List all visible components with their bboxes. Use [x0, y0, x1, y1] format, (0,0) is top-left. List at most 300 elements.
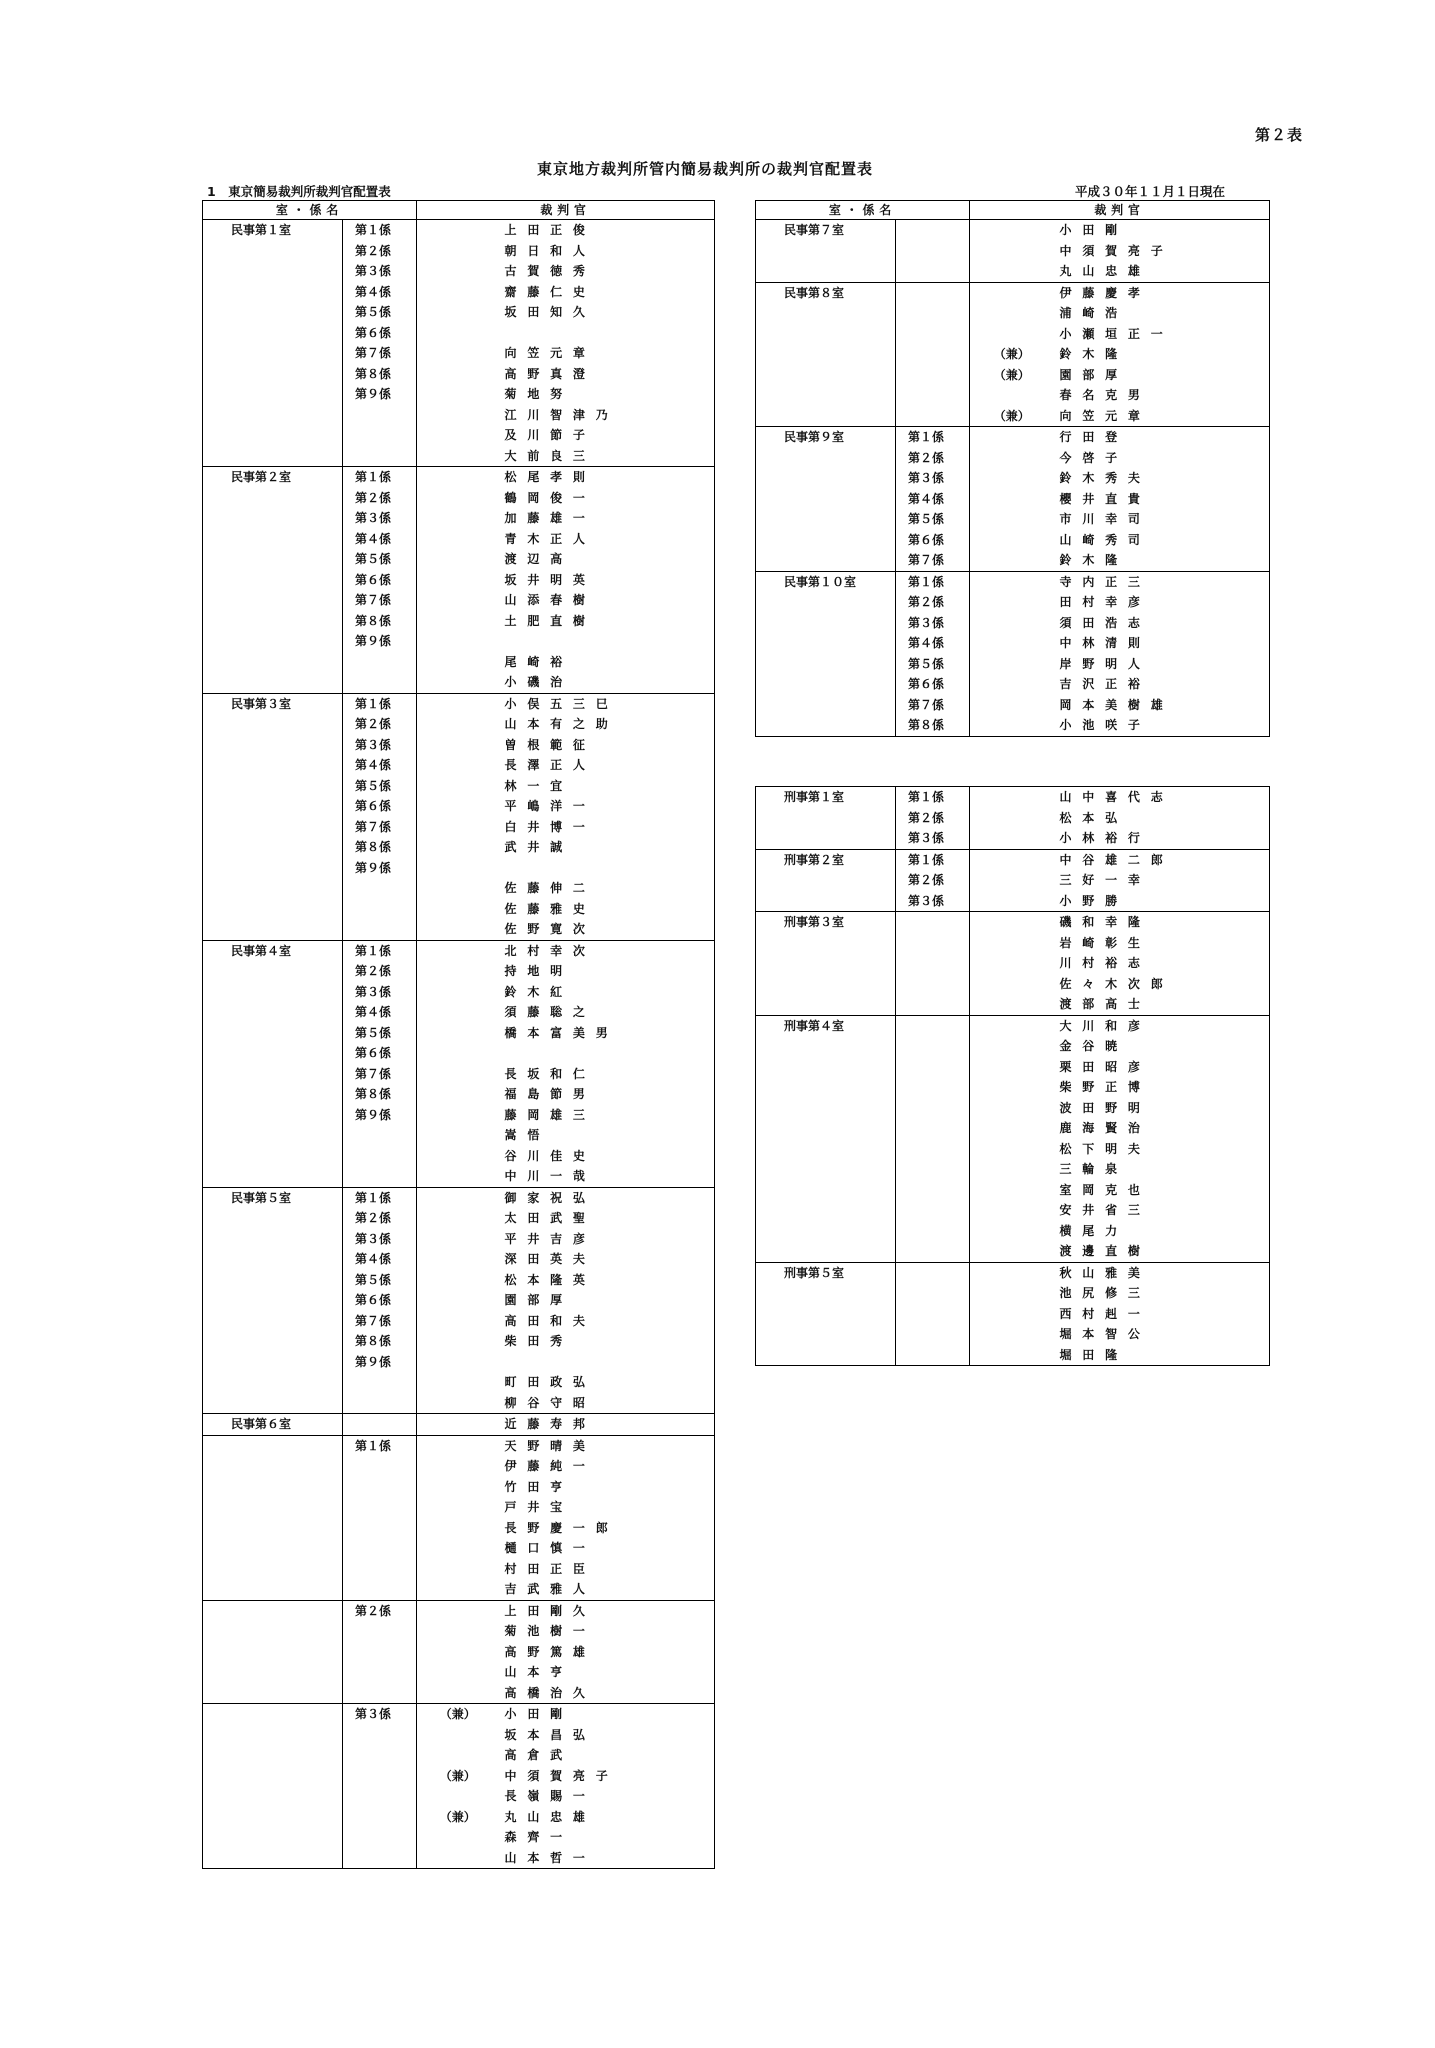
room-cell	[203, 549, 343, 570]
section-cell: 第９係	[343, 631, 417, 652]
section-cell: 第３係	[343, 261, 417, 282]
judge-name: 中須賀亮子	[499, 1766, 715, 1787]
concurrent-mark	[417, 570, 499, 591]
table-row	[203, 837, 715, 858]
room-cell	[203, 1827, 343, 1848]
room-cell	[203, 1290, 343, 1311]
table-row	[756, 974, 1270, 995]
concurrent-mark	[417, 241, 499, 262]
section-cell	[896, 994, 970, 1015]
table-row	[203, 549, 715, 570]
section-cell	[343, 1166, 417, 1187]
section-cell: 第３係	[343, 508, 417, 529]
room-cell	[756, 613, 896, 634]
room-cell	[203, 323, 343, 344]
section-cell: 第９係	[343, 384, 417, 405]
table-row	[756, 406, 1270, 427]
table-row	[756, 427, 1270, 448]
table-row	[203, 735, 715, 756]
room-cell	[203, 1704, 343, 1725]
room-cell	[756, 241, 896, 262]
room-cell	[756, 468, 896, 489]
section-cell: 第５係	[896, 509, 970, 530]
room-cell	[203, 1848, 343, 1869]
judge-name: 園部厚	[499, 1290, 715, 1311]
section-cell	[343, 672, 417, 693]
section-cell	[896, 1221, 970, 1242]
judge-name: 村田正臣	[499, 1559, 715, 1580]
room-cell	[203, 1745, 343, 1766]
judge-name: 吉武雅人	[499, 1579, 715, 1600]
concurrent-mark: （兼）	[417, 1766, 499, 1787]
section-cell: 第６係	[343, 570, 417, 591]
room-cell	[756, 695, 896, 716]
section-cell	[896, 220, 970, 241]
judge-name: 小磯治	[499, 672, 715, 693]
judge-name: 渡部高士	[1054, 994, 1270, 1015]
room-cell	[756, 654, 896, 675]
table-row	[756, 933, 1270, 954]
concurrent-mark	[970, 303, 1054, 324]
table-row	[203, 1270, 715, 1291]
concurrent-mark	[417, 714, 499, 735]
concurrent-mark	[417, 1456, 499, 1477]
table-row	[203, 508, 715, 529]
section-cell	[896, 241, 970, 262]
room-cell	[203, 652, 343, 673]
room-cell: 民事第３室	[203, 693, 343, 714]
room-cell	[203, 1208, 343, 1229]
room-cell: 民事第１室	[203, 220, 343, 241]
room-cell: 刑事第５室	[756, 1262, 896, 1283]
room-cell	[756, 1241, 896, 1262]
page-number: 第２表	[1255, 126, 1304, 144]
concurrent-mark	[417, 735, 499, 756]
room-cell	[203, 1807, 343, 1828]
right-civil-table	[755, 200, 1270, 737]
table-row	[756, 1057, 1270, 1078]
table-row	[756, 787, 1270, 808]
concurrent-mark	[970, 828, 1054, 849]
concurrent-mark	[417, 1023, 499, 1044]
table-row	[203, 343, 715, 364]
room-cell	[756, 1200, 896, 1221]
table-row	[203, 1331, 715, 1352]
section-cell	[896, 1241, 970, 1262]
section-cell: 第４係	[343, 755, 417, 776]
judge-name: 青木正人	[499, 529, 715, 550]
concurrent-mark	[970, 808, 1054, 829]
judge-name: 町田政弘	[499, 1372, 715, 1393]
table-row	[203, 220, 715, 241]
judge-name: 中須賀亮子	[1054, 241, 1270, 262]
judge-name	[499, 1043, 715, 1064]
judge-name: 渡邊直樹	[1054, 1241, 1270, 1262]
judge-name: 浦崎浩	[1054, 303, 1270, 324]
concurrent-mark	[417, 837, 499, 858]
judge-name: 松本弘	[1054, 808, 1270, 829]
table-row	[756, 1345, 1270, 1366]
room-cell: 民事第８室	[756, 282, 896, 303]
concurrent-mark	[417, 1290, 499, 1311]
judge-name: 橋本富美男	[499, 1023, 715, 1044]
section-cell: 第７係	[343, 1064, 417, 1085]
judge-name: 池尻修三	[1054, 1283, 1270, 1304]
table-row	[203, 1187, 715, 1208]
judge-name: 佐々木次郎	[1054, 974, 1270, 995]
room-cell	[203, 384, 343, 405]
room-cell	[203, 631, 343, 652]
section-cell: 第３係	[896, 828, 970, 849]
concurrent-mark	[417, 1662, 499, 1683]
table-row	[203, 899, 715, 920]
judge-name: 岡本美樹雄	[1054, 695, 1270, 716]
judge-name: 曽根範征	[499, 735, 715, 756]
concurrent-mark	[417, 302, 499, 323]
room-cell	[756, 1221, 896, 1242]
room-cell	[203, 1229, 343, 1250]
concurrent-mark	[417, 1477, 499, 1498]
judge-name: 坂井明英	[499, 570, 715, 591]
judge-name: 持地明	[499, 961, 715, 982]
concurrent-mark	[417, 1538, 499, 1559]
table-row	[756, 674, 1270, 695]
concurrent-mark	[417, 1311, 499, 1332]
section-cell	[896, 1139, 970, 1160]
section-cell	[343, 1621, 417, 1642]
judge-name: 林一宜	[499, 776, 715, 797]
table-row	[756, 654, 1270, 675]
judge-name: 鈴木隆	[1054, 550, 1270, 571]
concurrent-mark	[970, 1241, 1054, 1262]
table-row	[756, 828, 1270, 849]
room-cell	[203, 405, 343, 426]
table-row	[756, 994, 1270, 1015]
room-cell	[203, 1786, 343, 1807]
section-cell	[896, 933, 970, 954]
judge-name: 平嶋洋一	[499, 796, 715, 817]
section-cell	[896, 303, 970, 324]
table-row	[756, 571, 1270, 592]
concurrent-mark	[970, 994, 1054, 1015]
section-cell: 第８係	[343, 1331, 417, 1352]
judge-name: 菊地努	[499, 384, 715, 405]
room-cell	[203, 488, 343, 509]
table-row	[203, 364, 715, 385]
table-row	[203, 1249, 715, 1270]
judge-name: 山崎秀司	[1054, 530, 1270, 551]
table-row	[756, 1036, 1270, 1057]
room-cell	[203, 672, 343, 693]
table-row	[203, 1704, 715, 1725]
section-cell: 第１係	[896, 849, 970, 870]
room-cell	[756, 509, 896, 530]
concurrent-mark	[970, 550, 1054, 571]
concurrent-mark	[970, 715, 1054, 736]
left-assignment-table	[202, 200, 715, 1869]
judge-name: 波田野明	[1054, 1098, 1270, 1119]
concurrent-mark	[417, 323, 499, 344]
section-cell	[896, 1180, 970, 1201]
room-cell	[203, 796, 343, 817]
judge-name: 朝日和人	[499, 241, 715, 262]
section-cell	[343, 446, 417, 467]
judge-name: 小瀬垣正一	[1054, 324, 1270, 345]
concurrent-mark	[417, 508, 499, 529]
concurrent-mark: （兼）	[417, 1807, 499, 1828]
room-cell	[756, 891, 896, 912]
room-cell	[203, 1579, 343, 1600]
table-row	[756, 870, 1270, 891]
room-cell	[756, 530, 896, 551]
table-row	[203, 467, 715, 488]
room-cell	[203, 735, 343, 756]
table-row	[203, 529, 715, 550]
section-cell: 第７係	[896, 695, 970, 716]
judge-name: 北村幸次	[499, 940, 715, 961]
room-cell	[203, 1352, 343, 1373]
room-cell: 民事第９室	[756, 427, 896, 448]
section-cell: 第９係	[343, 858, 417, 879]
concurrent-mark	[417, 1043, 499, 1064]
table-row	[203, 1662, 715, 1683]
room-cell	[203, 1435, 343, 1456]
table-row	[756, 324, 1270, 345]
table-row	[203, 1600, 715, 1621]
section-cell	[896, 344, 970, 365]
room-cell	[756, 385, 896, 406]
room-cell	[756, 1283, 896, 1304]
judge-name: 丸山忠雄	[499, 1807, 715, 1828]
room-cell	[203, 1125, 343, 1146]
room-cell	[203, 961, 343, 982]
table-row	[203, 323, 715, 344]
concurrent-mark	[970, 1283, 1054, 1304]
judge-name: 寺内正三	[1054, 571, 1270, 592]
room-cell	[756, 994, 896, 1015]
judge-name: 齋藤仁史	[499, 282, 715, 303]
room-cell: 民事第７室	[756, 220, 896, 241]
room-cell: 刑事第１室	[756, 787, 896, 808]
table-row	[756, 303, 1270, 324]
room-cell	[203, 1538, 343, 1559]
judge-name: 鈴木紅	[499, 982, 715, 1003]
concurrent-mark	[417, 1187, 499, 1208]
room-cell	[203, 1600, 343, 1621]
table-row	[756, 1324, 1270, 1345]
concurrent-mark	[417, 1414, 499, 1436]
concurrent-mark	[417, 384, 499, 405]
room-cell	[756, 365, 896, 386]
table-row	[203, 1229, 715, 1250]
section-cell: 第７係	[343, 817, 417, 838]
section-cell	[896, 1283, 970, 1304]
section-cell: 第１係	[896, 787, 970, 808]
section-cell	[896, 1200, 970, 1221]
section-cell	[896, 912, 970, 933]
room-cell	[203, 1043, 343, 1064]
table-row	[203, 446, 715, 467]
room-cell	[756, 1180, 896, 1201]
concurrent-mark	[417, 261, 499, 282]
room-cell	[203, 1477, 343, 1498]
table-row	[203, 817, 715, 838]
judge-name: 谷川佳史	[499, 1146, 715, 1167]
judge-name: 竹田亨	[499, 1477, 715, 1498]
concurrent-mark	[417, 1725, 499, 1746]
judge-name: 御家祝弘	[499, 1187, 715, 1208]
judge-name: 中谷雄二郎	[1054, 849, 1270, 870]
section-cell	[343, 1393, 417, 1414]
section-cell: 第５係	[343, 1270, 417, 1291]
table-row	[756, 261, 1270, 282]
section-cell: 第２係	[343, 1600, 417, 1621]
concurrent-mark	[970, 633, 1054, 654]
room-cell	[203, 1166, 343, 1187]
room-cell	[203, 1146, 343, 1167]
concurrent-mark	[417, 1002, 499, 1023]
concurrent-mark	[417, 1270, 499, 1291]
section-cell	[896, 1077, 970, 1098]
section-cell	[343, 1538, 417, 1559]
room-cell	[203, 1023, 343, 1044]
table-row	[203, 672, 715, 693]
concurrent-mark	[970, 282, 1054, 303]
room-cell: 民事第１０室	[756, 571, 896, 592]
judge-name: 平井吉彦	[499, 1229, 715, 1250]
concurrent-mark	[417, 982, 499, 1003]
section-cell: 第４係	[343, 529, 417, 550]
judge-name: 室岡克也	[1054, 1180, 1270, 1201]
table-row	[203, 1518, 715, 1539]
table-row	[203, 1766, 715, 1787]
table-row	[203, 878, 715, 899]
judge-name: 川村裕志	[1054, 953, 1270, 974]
judge-name: 山本亨	[499, 1662, 715, 1683]
table-row	[203, 919, 715, 940]
room-cell	[203, 755, 343, 776]
table-row	[203, 1725, 715, 1746]
section-cell	[896, 1036, 970, 1057]
concurrent-mark	[970, 385, 1054, 406]
section-cell	[343, 919, 417, 940]
judge-name: 嵩悟	[499, 1125, 715, 1146]
section-cell	[343, 1827, 417, 1848]
room-cell	[203, 343, 343, 364]
room-cell	[756, 1036, 896, 1057]
table-row	[203, 1105, 715, 1126]
concurrent-mark: （兼）	[970, 344, 1054, 365]
judge-name: 柳谷守昭	[499, 1393, 715, 1414]
table-row	[756, 1200, 1270, 1221]
room-cell	[203, 858, 343, 879]
room-cell: 刑事第３室	[756, 912, 896, 933]
section-cell: 第６係	[343, 1043, 417, 1064]
section-cell: 第５係	[896, 654, 970, 675]
room-cell	[756, 1098, 896, 1119]
room-cell	[203, 570, 343, 591]
column-header-judge: 裁判官	[417, 201, 715, 220]
room-cell	[203, 1766, 343, 1787]
concurrent-mark	[417, 611, 499, 632]
judge-name: 古賀徳秀	[499, 261, 715, 282]
section-cell: 第２係	[343, 961, 417, 982]
table-row	[756, 220, 1270, 241]
section-cell: 第２係	[343, 241, 417, 262]
concurrent-mark	[417, 529, 499, 550]
section-cell: 第６係	[343, 1290, 417, 1311]
concurrent-mark	[417, 1786, 499, 1807]
section-cell: 第６係	[343, 323, 417, 344]
table-row	[756, 1139, 1270, 1160]
judge-name: 須藤聡之	[499, 1002, 715, 1023]
judge-name: 鈴木隆	[1054, 344, 1270, 365]
section-cell: 第８係	[343, 364, 417, 385]
section-cell: 第３係	[896, 613, 970, 634]
room-cell	[203, 446, 343, 467]
concurrent-mark	[417, 1229, 499, 1250]
section-cell: 第１係	[343, 1435, 417, 1456]
judge-name: 山中喜代志	[1054, 787, 1270, 808]
judge-name: 柴野正博	[1054, 1077, 1270, 1098]
concurrent-mark: （兼）	[970, 365, 1054, 386]
table-row	[756, 849, 1270, 870]
table-row	[756, 1221, 1270, 1242]
room-cell	[203, 817, 343, 838]
judge-name: 山添春樹	[499, 590, 715, 611]
concurrent-mark	[417, 1064, 499, 1085]
concurrent-mark	[417, 1621, 499, 1642]
judge-name: 土肥直樹	[499, 611, 715, 632]
section-cell: 第４係	[343, 282, 417, 303]
concurrent-mark	[417, 1331, 499, 1352]
room-cell	[203, 1372, 343, 1393]
room-cell	[203, 1621, 343, 1642]
concurrent-mark	[417, 796, 499, 817]
concurrent-mark	[417, 919, 499, 940]
judge-name	[499, 631, 715, 652]
room-cell	[203, 837, 343, 858]
section-cell: 第４係	[896, 633, 970, 654]
section-cell: 第３係	[343, 982, 417, 1003]
judge-name: 三輪泉	[1054, 1159, 1270, 1180]
judge-name: 堀田隆	[1054, 1345, 1270, 1366]
table-subtitle: 1 東京簡易裁判所裁判官配置表	[207, 184, 391, 199]
judge-name: 丸山忠雄	[1054, 261, 1270, 282]
room-cell	[203, 1642, 343, 1663]
concurrent-mark	[970, 1324, 1054, 1345]
judge-name: 渡辺高	[499, 549, 715, 570]
room-cell	[203, 1064, 343, 1085]
table-row	[203, 1559, 715, 1580]
concurrent-mark	[417, 1393, 499, 1414]
table-row	[203, 1477, 715, 1498]
judge-name: 堀本智公	[1054, 1324, 1270, 1345]
room-cell	[203, 241, 343, 262]
section-cell: 第９係	[343, 1352, 417, 1373]
room-cell	[203, 1456, 343, 1477]
section-cell: 第６係	[896, 530, 970, 551]
concurrent-mark	[417, 1372, 499, 1393]
judge-name: 松本隆英	[499, 1270, 715, 1291]
room-cell	[203, 1393, 343, 1414]
judge-name: 小池咲子	[1054, 715, 1270, 736]
room-cell: 民事第４室	[203, 940, 343, 961]
judge-name: 佐野寛次	[499, 919, 715, 940]
judge-name: 中川一哉	[499, 1166, 715, 1187]
section-cell: 第７係	[343, 343, 417, 364]
section-cell: 第５係	[343, 776, 417, 797]
